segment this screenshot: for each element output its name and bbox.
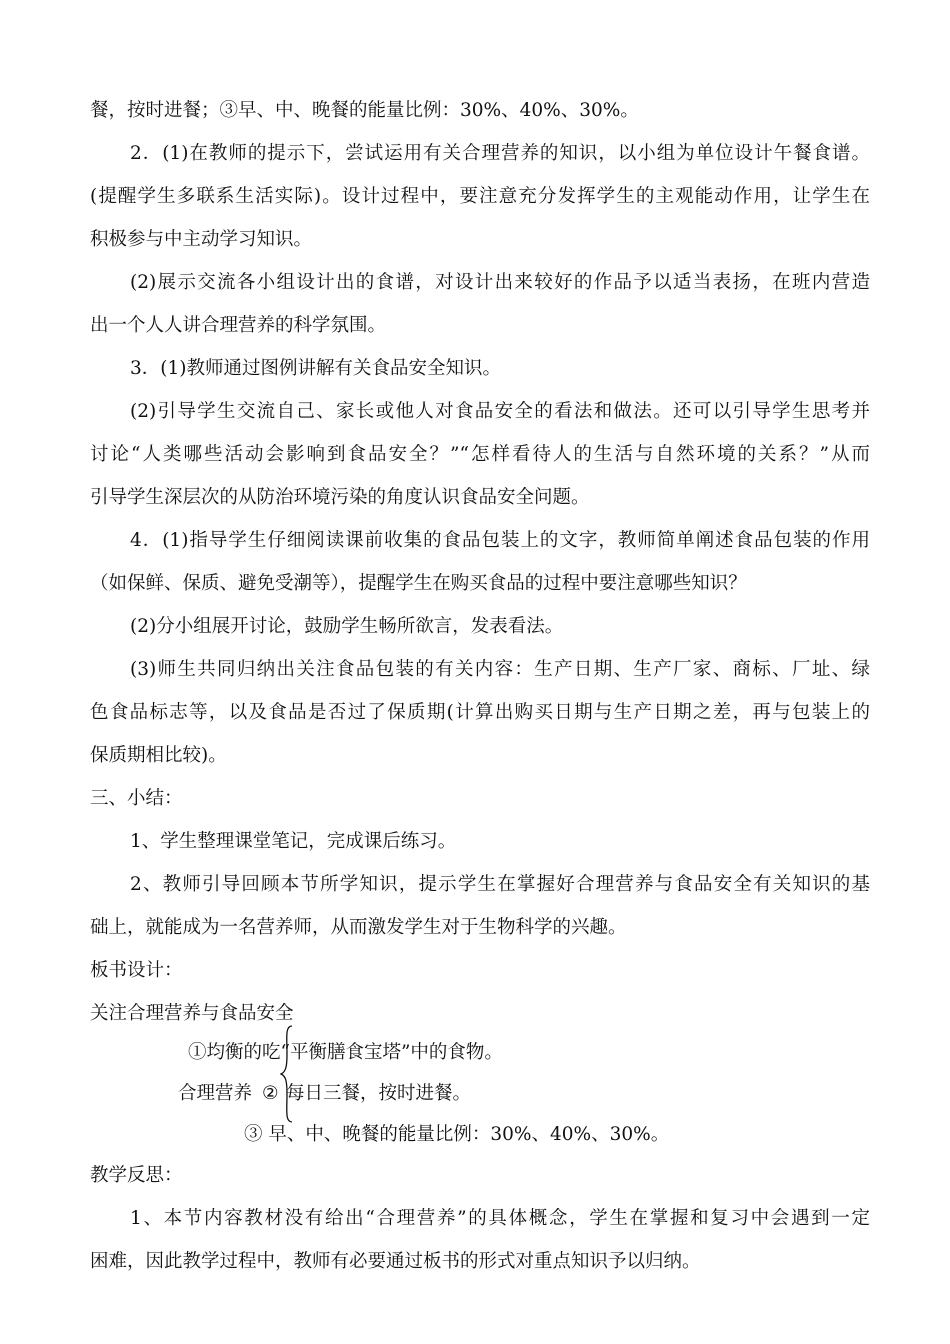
text-line: 餐，按时进餐；③早、中、晚餐的能量比例：30%、40%、30%。 [90, 100, 639, 121]
text-line: 保质期相比较)。 [90, 745, 227, 766]
text-line: 础上，就能成为一名营养师，从而激发学生对于生物科学的兴趣。 [90, 917, 627, 938]
text-line: 2、教师引导回顾本节所学知识，提示学生在掌握好合理营养与食品安全有关知识的基 [130, 874, 870, 895]
section-heading: 教学反思： [90, 1165, 183, 1186]
text-line: 积极参与中主动学习知识。 [90, 229, 313, 250]
section-heading: 三、小结： [90, 788, 183, 809]
text-line: (提醒学生多联系生活实际)。设计过程中，要注意充分发挥学生的主观能动作用，让学生在 [90, 186, 870, 207]
text-line: (2)展示交流各小组设计出的食谱，对设计出来较好的作品予以适当表扬，在班内营造 [130, 272, 870, 293]
board-item-2-number: ② [262, 1083, 279, 1104]
text-line: 1、学生整理课堂笔记，完成课后练习。 [130, 831, 457, 852]
text-line: 1、本节内容教材没有给出“合理营养”的具体概念，学生在掌握和复习中会遇到一定 [130, 1208, 870, 1229]
text-line: 讨论“人类哪些活动会影响到食品安全？”“怎样看待人的生活与自然环境的关系？”从而 [90, 444, 870, 465]
curly-brace-icon [280, 1024, 294, 1124]
board-label: 合理营养 [178, 1083, 253, 1104]
text-line: 困难，因此教学过程中，教师有必要通过板书的形式对重点知识予以归纳。 [90, 1251, 701, 1272]
board-item-3: ③ 早、中、晚餐的能量比例：30%、40%、30%。 [244, 1124, 670, 1145]
text-line: 色食品标志等，以及食品是否过了保质期(计算出购买日期与生产日期之差，再与包装上的 [90, 702, 870, 723]
text-line: (2)引导学生交流自己、家长或他人对食品安全的看法和做法。还可以引导学生思考并 [130, 401, 870, 422]
board-item-2: 每日三餐，按时进餐。 [286, 1083, 472, 1104]
text-line: 4．(1)指导学生仔细阅读课前收集的食品包装上的文字，教师简单阐述食品包装的作用 [130, 530, 870, 551]
board-item-1: ①均衡的吃“平衡膳食宝塔”中的食物。 [188, 1042, 503, 1063]
text-line: 2．(1)在教师的提示下，尝试运用有关合理营养的知识，以小组为单位设计午餐食谱。 [130, 143, 870, 164]
text-line: (3)师生共同归纳出关注食品包装的有关内容：生产日期、生产厂家、商标、厂址、绿 [130, 659, 870, 680]
text-line: 出一个人人讲合理营养的科学氛围。 [90, 315, 387, 336]
text-line: 3．(1)教师通过图例讲解有关食品安全知识。 [130, 358, 501, 379]
text-line: （如保鲜、保质、避免受潮等），提醒学生在购买食品的过程中要注意哪些知识？ [90, 573, 747, 594]
text-line: 引导学生深层次的从防治环境污染的角度认识食品安全问题。 [90, 487, 590, 508]
board-title: 关注合理营养与食品安全 [90, 1003, 294, 1024]
text-line: (2)分小组展开讨论，鼓励学生畅所欲言，发表看法。 [130, 616, 564, 637]
section-heading: 板书设计： [90, 960, 183, 981]
